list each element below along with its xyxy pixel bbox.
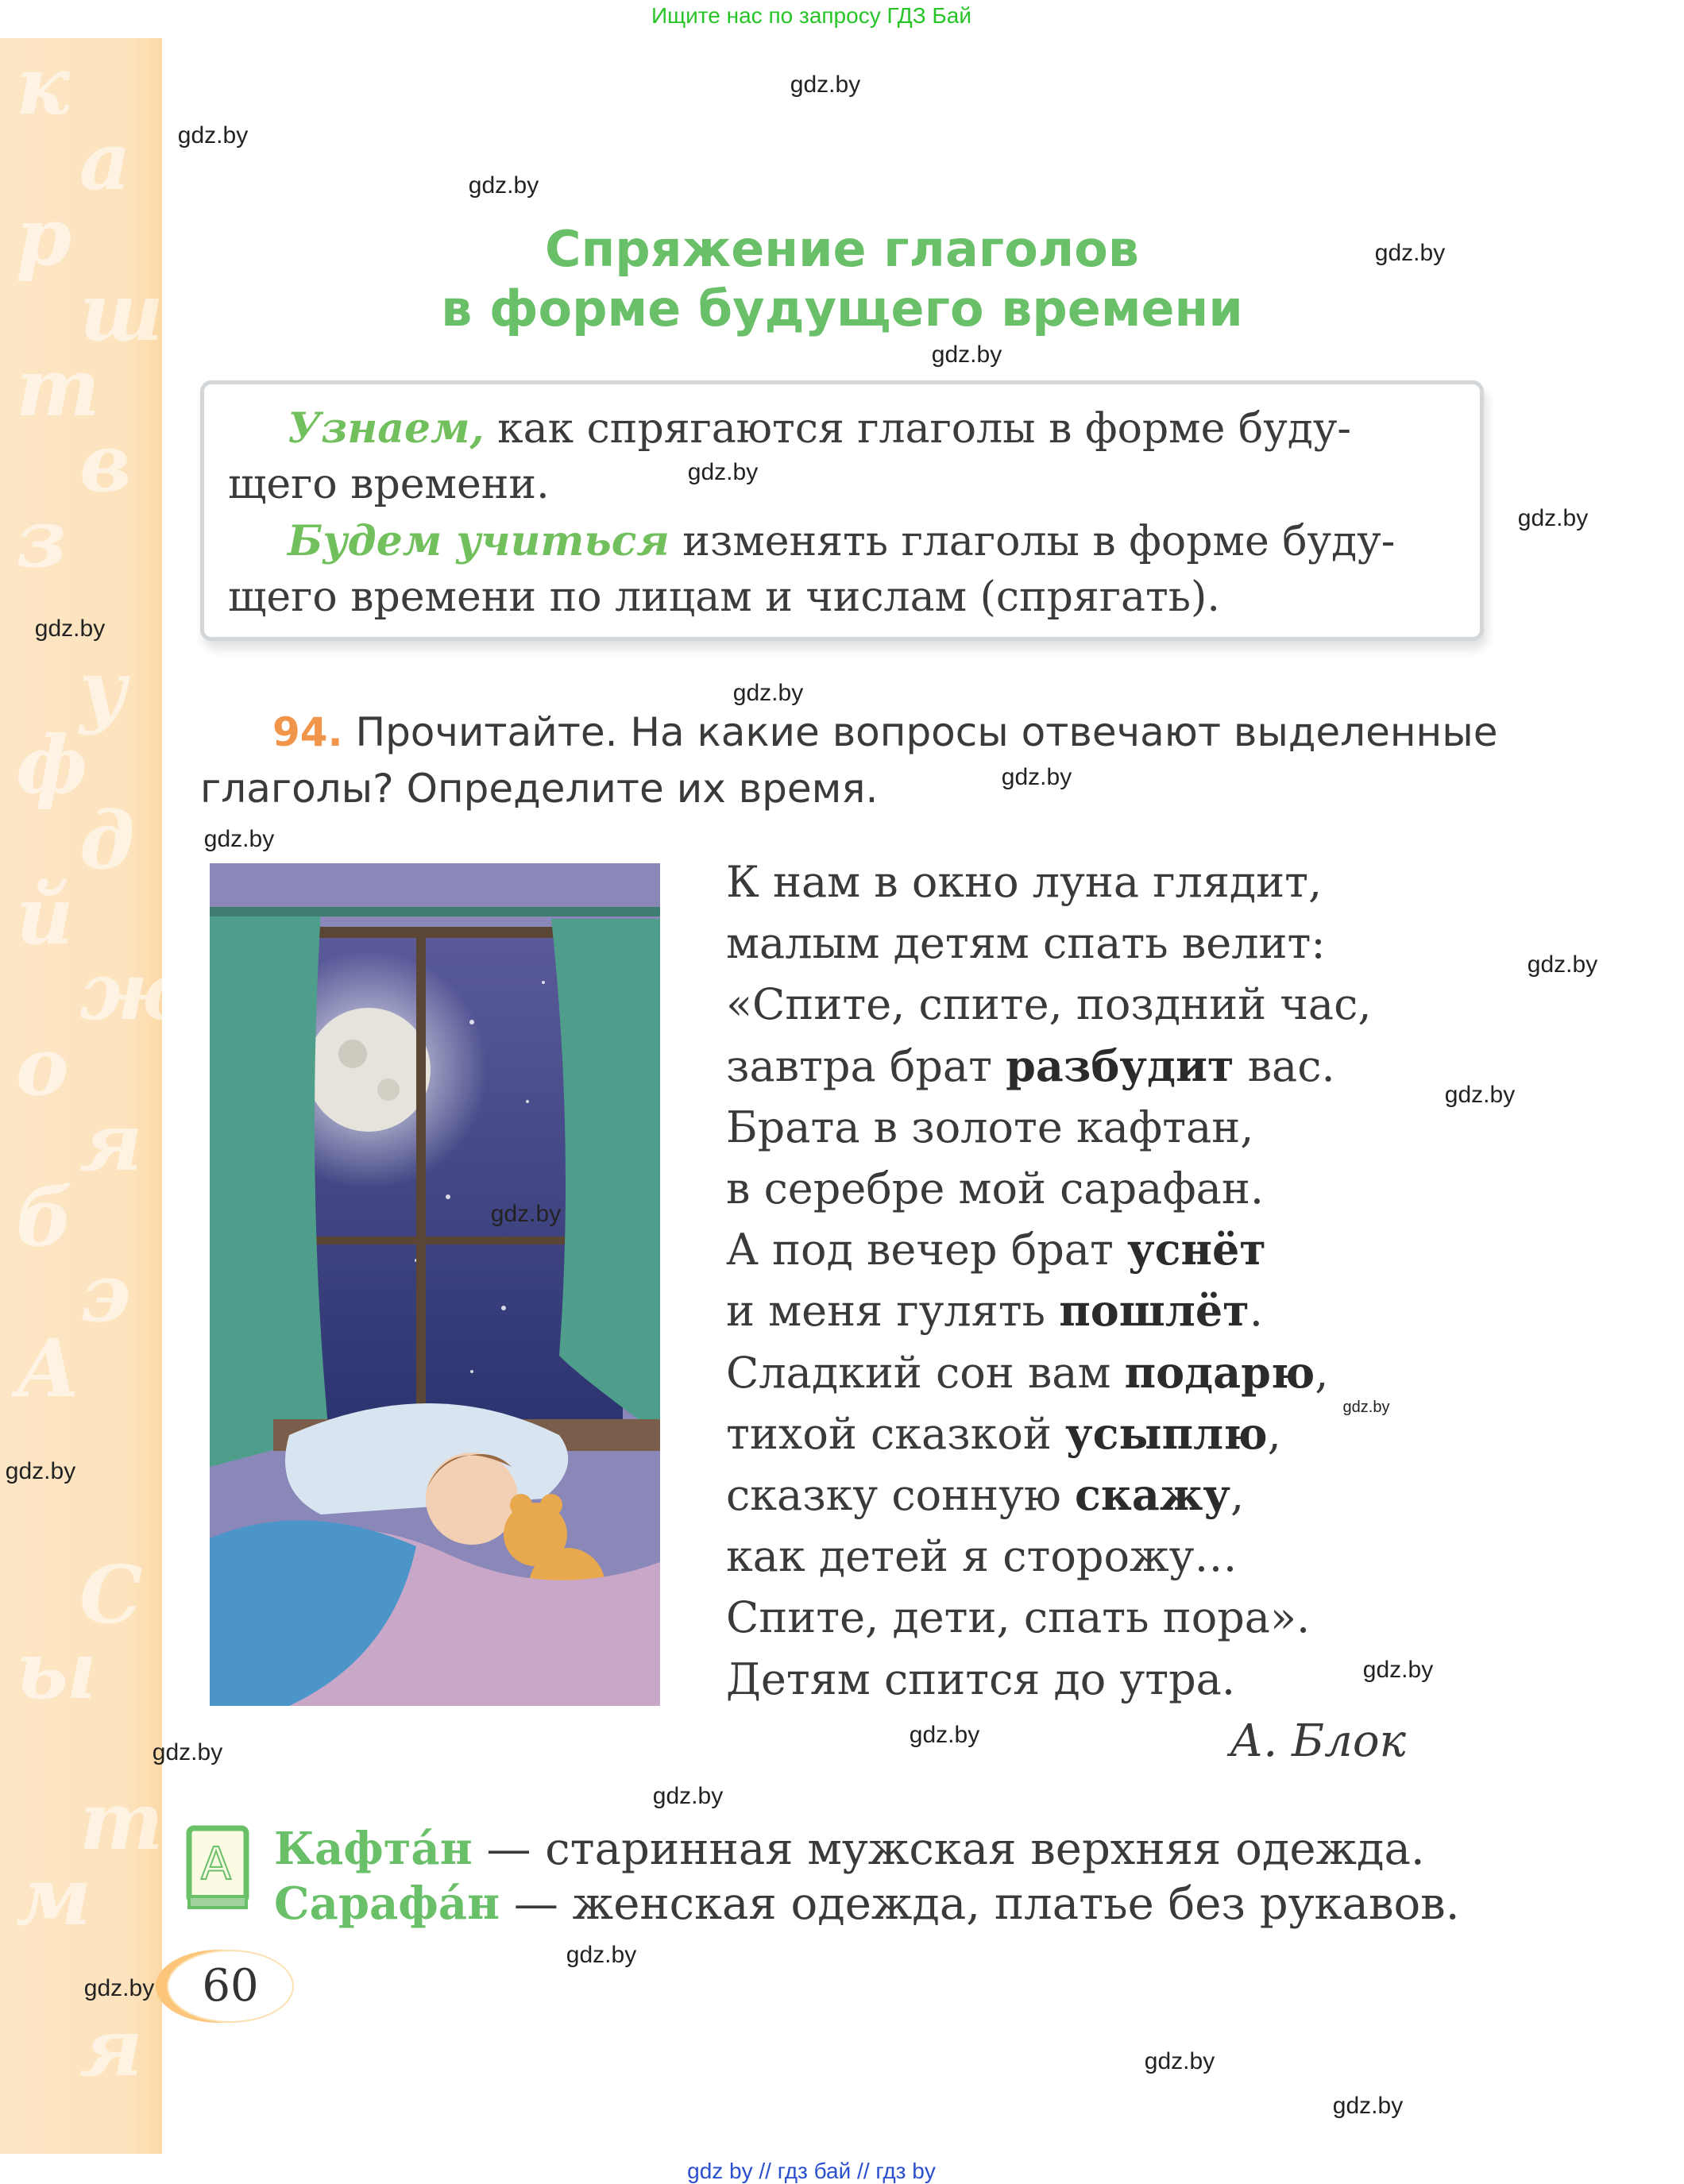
exercise-task-line2: глаголы? Определите их время. — [200, 766, 879, 812]
watermark-text: gdz.by — [1144, 2048, 1215, 2074]
learn-text: как спрягаются глаголы в форме буду- — [484, 405, 1351, 453]
watermark-text: gdz.by — [1374, 240, 1446, 266]
highlighted-verb: усыплю — [1065, 1407, 1268, 1459]
exercise-text: Прочитайте. На какие вопросы отвечают выделенные — [342, 709, 1498, 755]
side-letter: я — [79, 1095, 143, 1189]
poem-text: Брата в золоте кафтан, — [726, 1102, 1254, 1152]
watermark-text: gdz.by — [652, 1783, 724, 1809]
poem-text: , — [1267, 1408, 1281, 1459]
side-letter: т — [79, 1774, 164, 1868]
side-letter: б — [16, 1171, 74, 1264]
watermark-text: gdz.by — [83, 1975, 155, 2001]
poem-line — [726, 1036, 1372, 1097]
side-letter: ш — [79, 265, 164, 359]
watermark-text: gdz.by — [1444, 1082, 1516, 1108]
watermark-text: gdz.by — [490, 1201, 562, 1227]
watermark-text: gdz.by — [909, 1722, 980, 1748]
poem-line — [726, 1097, 1372, 1158]
poem-line — [726, 1403, 1372, 1464]
highlighted-verb: подарю — [1124, 1346, 1315, 1398]
watermark-text: gdz.by — [566, 1942, 637, 1968]
poem-line — [726, 851, 1372, 913]
poem-line — [726, 1342, 1372, 1403]
poem-text: малым детям спать велит: — [726, 918, 1326, 969]
study-text: изменять глаголы в форме буду- — [669, 518, 1396, 565]
page-number: 60 — [202, 1960, 259, 2012]
watermark-text: gdz.by — [152, 1739, 223, 1765]
side-letter: з — [16, 492, 67, 585]
side-letter: А — [16, 1322, 81, 1415]
lesson-title-line1: Спряжение глаголов — [544, 220, 1140, 278]
highlighted-verb: пошлёт — [1059, 1285, 1249, 1337]
poem-line — [726, 1219, 1372, 1280]
side-letter: я — [79, 2001, 143, 2094]
poem-text: тихой сказкой — [726, 1408, 1066, 1459]
side-letter: у — [79, 642, 127, 736]
side-letter: С — [79, 1548, 143, 1642]
highlighted-verb: уснёт — [1127, 1224, 1266, 1275]
study-label: Будем учиться — [288, 517, 670, 565]
poem-text: и меня гулять — [726, 1286, 1060, 1337]
poem-line — [726, 913, 1372, 974]
poem-text: А под вечер брат — [726, 1225, 1128, 1275]
poem-line — [726, 1464, 1372, 1526]
glossary-definition: — женская одежда, платье без рукавов. — [500, 1878, 1460, 1930]
side-letter: р — [16, 190, 71, 284]
glossary-definition: — старинная мужская верхняя одежда. — [472, 1823, 1425, 1875]
poem-author: А. Блок — [1230, 1715, 1406, 1767]
sleeping-boy-illustration — [210, 863, 660, 1706]
side-letter: ф — [16, 718, 88, 812]
page-number-badge — [167, 1950, 294, 2023]
side-letter: э — [79, 1246, 131, 1340]
glossary-term: Кафта́н — [274, 1823, 473, 1875]
exercise-task-line1 — [272, 708, 1497, 756]
watermark-text: gdz.by — [1362, 1657, 1434, 1683]
side-letter: а — [79, 114, 131, 208]
poem-text: «Спите, спите, поздний час, — [726, 979, 1372, 1030]
poem-text: вас. — [1234, 1040, 1335, 1091]
poem-line — [726, 974, 1372, 1035]
book-letter: A — [200, 1839, 232, 1890]
side-letter: в — [79, 416, 132, 510]
lesson-goals-box — [200, 380, 1484, 641]
side-letter: т — [16, 341, 100, 434]
poem — [726, 851, 1372, 1710]
left-curtain — [210, 911, 329, 1467]
watermark-text: gdz.by — [1001, 764, 1072, 790]
watermark-text: gdz.by — [1342, 1399, 1390, 1416]
watermark-text: gdz.by — [931, 341, 1002, 368]
poem-line — [726, 1649, 1372, 1710]
poem-line — [726, 1587, 1372, 1648]
goal-study — [288, 513, 1395, 570]
poem-text: . — [1249, 1286, 1263, 1337]
goal-learn — [288, 400, 1351, 457]
watermark-text: gdz.by — [1527, 951, 1598, 978]
dictionary-book-icon — [184, 1825, 249, 1911]
side-letter: м — [16, 1850, 92, 1943]
watermark-text: gdz.by — [732, 680, 804, 706]
watermark-text: gdz.by — [34, 615, 106, 642]
poem-text: в серебре мой сарафан. — [726, 1163, 1264, 1214]
poem-text: , — [1315, 1347, 1329, 1398]
highlighted-verb: разбудит — [1006, 1040, 1234, 1091]
side-letter: о — [16, 1020, 69, 1113]
side-letter: ы — [16, 1623, 97, 1717]
watermark-text: gdz.by — [203, 826, 275, 852]
glossary-term: Сарафа́н — [274, 1877, 500, 1930]
exercise-number: 94. — [272, 709, 343, 755]
poem-text: Детям спится до утра. — [726, 1653, 1236, 1704]
glossary-item — [274, 1877, 1460, 1931]
poem-text: сказку сонную — [726, 1470, 1076, 1521]
moon-icon — [307, 1008, 431, 1132]
side-letter: й — [16, 869, 74, 963]
side-letter: к — [16, 39, 70, 133]
poem-line — [726, 1158, 1372, 1219]
poem-text: завтра брат — [726, 1040, 1006, 1091]
watermark-text: gdz.by — [687, 459, 759, 485]
side-letter: д — [79, 793, 135, 887]
highlighted-verb: скажу — [1075, 1469, 1230, 1521]
learn-label: Узнаем, — [288, 404, 485, 453]
poem-text: К нам в окно луна глядит, — [726, 857, 1323, 907]
poem-text: как детей я сторожу… — [726, 1531, 1238, 1582]
lesson-title-line2: в форме будущего времени — [441, 280, 1243, 338]
poem-line — [726, 1526, 1372, 1587]
poem-text: Сладкий сон вам — [726, 1347, 1125, 1398]
top-banner[interactable]: Ищите нас по запросу ГДЗ Бай — [651, 3, 972, 28]
decorative-alphabet-strip — [0, 38, 183, 2154]
watermark-text: gdz.by — [468, 172, 539, 199]
footer-links[interactable]: gdz by // гдз бай // гдз by — [687, 2159, 936, 2183]
glossary-item — [274, 1823, 1425, 1876]
poem-line — [726, 1280, 1372, 1341]
poem-text: , — [1230, 1470, 1245, 1521]
watermark-text: gdz.by — [1332, 2093, 1404, 2119]
goal-learn-cont: щего времени. — [228, 461, 550, 508]
watermark-text: gdz.by — [5, 1458, 76, 1484]
watermark-text: gdz.by — [1517, 505, 1589, 531]
right-curtain — [551, 919, 660, 1435]
side-letter: ж — [79, 944, 183, 1038]
goal-study-cont: щего времени по лицам и числам (спрягать). — [228, 573, 1220, 621]
watermark-text: gdz.by — [790, 71, 861, 98]
poem-text: Спите, дети, спать пора». — [726, 1592, 1311, 1643]
watermark-text: gdz.by — [177, 122, 249, 149]
